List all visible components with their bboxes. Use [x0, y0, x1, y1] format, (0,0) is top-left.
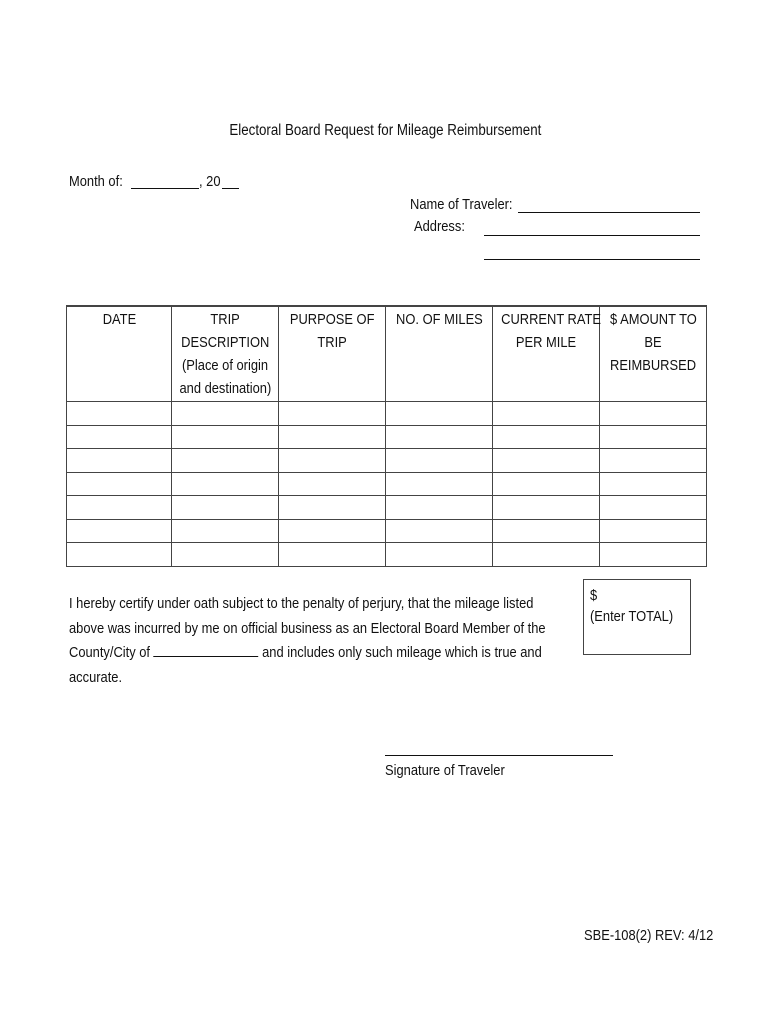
column-header-text: BE — [644, 334, 662, 351]
column-header-text: DESCRIPTION — [180, 334, 270, 351]
county-city-field[interactable] — [154, 641, 259, 657]
table-cell-input[interactable] — [172, 496, 278, 519]
column-header-text: NO. OF MILES — [395, 311, 483, 328]
column-header-text: CURRENT RATE — [501, 311, 601, 328]
table-cell-input[interactable] — [386, 402, 492, 425]
total-label: (Enter TOTAL) — [590, 608, 674, 625]
table-cell-input[interactable] — [279, 449, 385, 472]
address-field-line-1[interactable] — [484, 235, 700, 236]
table-cell — [493, 519, 600, 543]
table-cell — [386, 543, 493, 567]
table-cell-input[interactable] — [600, 402, 706, 425]
column-header-text: PURPOSE OF — [289, 311, 375, 328]
table-cell — [386, 425, 493, 449]
table-cell — [67, 519, 172, 543]
table-cell-input[interactable] — [172, 426, 278, 449]
table-cell-input[interactable] — [386, 543, 492, 566]
table-cell-input[interactable] — [279, 520, 385, 543]
column-header-text: (Place of origin — [181, 357, 269, 374]
table-cell — [493, 449, 600, 473]
table-cell — [279, 519, 386, 543]
table-cell-input[interactable] — [67, 449, 171, 472]
table-body — [67, 402, 707, 567]
column-header-text: TRIP — [317, 334, 347, 351]
column-header-text: DATE — [102, 311, 136, 328]
column-header-3 — [279, 306, 386, 402]
table-cell-input[interactable] — [386, 520, 492, 543]
table-cell — [600, 449, 707, 473]
table-cell — [172, 402, 279, 426]
address-label: Address: — [414, 218, 465, 235]
table-cell — [386, 496, 493, 520]
table-cell-input[interactable] — [493, 426, 599, 449]
table-cell-input[interactable] — [493, 402, 599, 425]
table-cell-input[interactable] — [386, 426, 492, 449]
column-header-1 — [67, 306, 172, 402]
table-cell-input[interactable] — [386, 496, 492, 519]
table-cell-input[interactable] — [279, 543, 385, 566]
certification-line-3-rest: and includes only such mileage which is true and — [262, 644, 542, 661]
signature-label: Signature of Traveler — [385, 762, 505, 779]
table-cell — [386, 519, 493, 543]
table-cell — [600, 472, 707, 496]
table-cell — [600, 496, 707, 520]
table-row — [67, 543, 707, 567]
year-field[interactable] — [222, 188, 239, 189]
table-cell — [600, 425, 707, 449]
table-cell — [279, 543, 386, 567]
form-code: SBE-108(2) REV: 4/12 — [584, 927, 714, 944]
table-row — [67, 425, 707, 449]
month-field[interactable] — [131, 188, 199, 189]
certification-county-label: County/City of — [69, 644, 151, 661]
column-header-6 — [600, 306, 707, 402]
table-cell-input[interactable] — [67, 473, 171, 496]
table-cell — [67, 472, 172, 496]
mileage-table — [66, 305, 707, 567]
table-cell — [386, 472, 493, 496]
table-row — [67, 496, 707, 520]
table-cell — [493, 496, 600, 520]
table-cell-input[interactable] — [279, 426, 385, 449]
table-cell-input[interactable] — [493, 449, 599, 472]
table-cell — [67, 543, 172, 567]
table-cell-input[interactable] — [600, 449, 706, 472]
table-cell-input[interactable] — [493, 543, 599, 566]
certification-text — [69, 592, 629, 690]
table-cell — [172, 472, 279, 496]
table-cell-input[interactable] — [600, 473, 706, 496]
table-cell — [600, 402, 707, 426]
table-cell — [67, 449, 172, 473]
table-cell-input[interactable] — [386, 473, 492, 496]
table-cell — [279, 449, 386, 473]
column-header-text: TRIP — [210, 311, 240, 328]
table-cell — [493, 472, 600, 496]
table-row — [67, 402, 707, 426]
table-cell-input[interactable] — [172, 520, 278, 543]
table-cell-input[interactable] — [67, 520, 171, 543]
table-header-row — [67, 306, 707, 402]
column-header-text: $ AMOUNT TO — [609, 311, 697, 328]
table-cell — [493, 543, 600, 567]
table-row — [67, 472, 707, 496]
table-cell-input[interactable] — [67, 543, 171, 566]
signature-field[interactable] — [385, 755, 613, 756]
table-cell — [386, 449, 493, 473]
column-header-5 — [493, 306, 600, 402]
certification-line-4: accurate. — [69, 668, 123, 686]
table-cell-input[interactable] — [493, 473, 599, 496]
certification-line-1: I hereby certify under oath subject to the penalty of perjury, that the mileage listed — [69, 595, 534, 612]
address-field-line-2[interactable] — [484, 259, 700, 260]
table-cell-input[interactable] — [172, 473, 278, 496]
table-row — [67, 449, 707, 473]
table-cell — [67, 402, 172, 426]
table-cell-input[interactable] — [493, 520, 599, 543]
table-cell-input[interactable] — [172, 402, 278, 425]
table-cell — [279, 472, 386, 496]
table-cell — [493, 402, 600, 426]
table-cell-input[interactable] — [493, 496, 599, 519]
column-header-text: PER MILE — [515, 334, 577, 351]
table-cell-input[interactable] — [67, 426, 171, 449]
month-label: Month of: — [69, 173, 123, 190]
column-header-2 — [172, 306, 279, 402]
table-cell — [279, 496, 386, 520]
table-cell — [493, 425, 600, 449]
table-cell-input[interactable] — [279, 402, 385, 425]
table-cell — [600, 543, 707, 567]
table-cell — [172, 519, 279, 543]
table-cell-input[interactable] — [279, 473, 385, 496]
traveler-name-label: Name of Traveler: — [410, 196, 513, 213]
table-cell — [172, 543, 279, 567]
table-cell — [172, 449, 279, 473]
form-title — [0, 122, 770, 140]
table-cell — [279, 425, 386, 449]
table-cell — [172, 496, 279, 520]
table-cell — [67, 496, 172, 520]
table-cell-input[interactable] — [279, 496, 385, 519]
certification-line-2: above was incurred by me on official business as an Electoral Board Member of the — [69, 619, 546, 637]
table-cell — [67, 425, 172, 449]
table-cell-input[interactable] — [67, 402, 171, 425]
column-header-text: REIMBURSED — [609, 357, 696, 374]
table-cell-input[interactable] — [172, 543, 278, 566]
traveler-name-field[interactable] — [518, 212, 700, 213]
table-cell — [279, 402, 386, 426]
table-cell — [172, 425, 279, 449]
column-header-text: and destination) — [179, 380, 272, 397]
table-cell — [600, 519, 707, 543]
table-cell-input[interactable] — [172, 449, 278, 472]
table-cell-input[interactable] — [386, 449, 492, 472]
table-cell-input[interactable] — [600, 426, 706, 449]
column-header-4 — [386, 306, 493, 402]
table-cell — [386, 402, 493, 426]
table-cell-input[interactable] — [600, 520, 706, 543]
table-cell-input[interactable] — [600, 496, 706, 519]
certification-line-3 — [69, 641, 551, 666]
table-row — [67, 519, 707, 543]
table-cell-input[interactable] — [600, 543, 706, 566]
form-title-text: Electoral Board Request for Mileage Reimbursement — [229, 122, 541, 139]
table-cell-input[interactable] — [67, 496, 171, 519]
total-currency: $ — [590, 587, 598, 604]
year-prefix: , 20 — [199, 173, 221, 190]
